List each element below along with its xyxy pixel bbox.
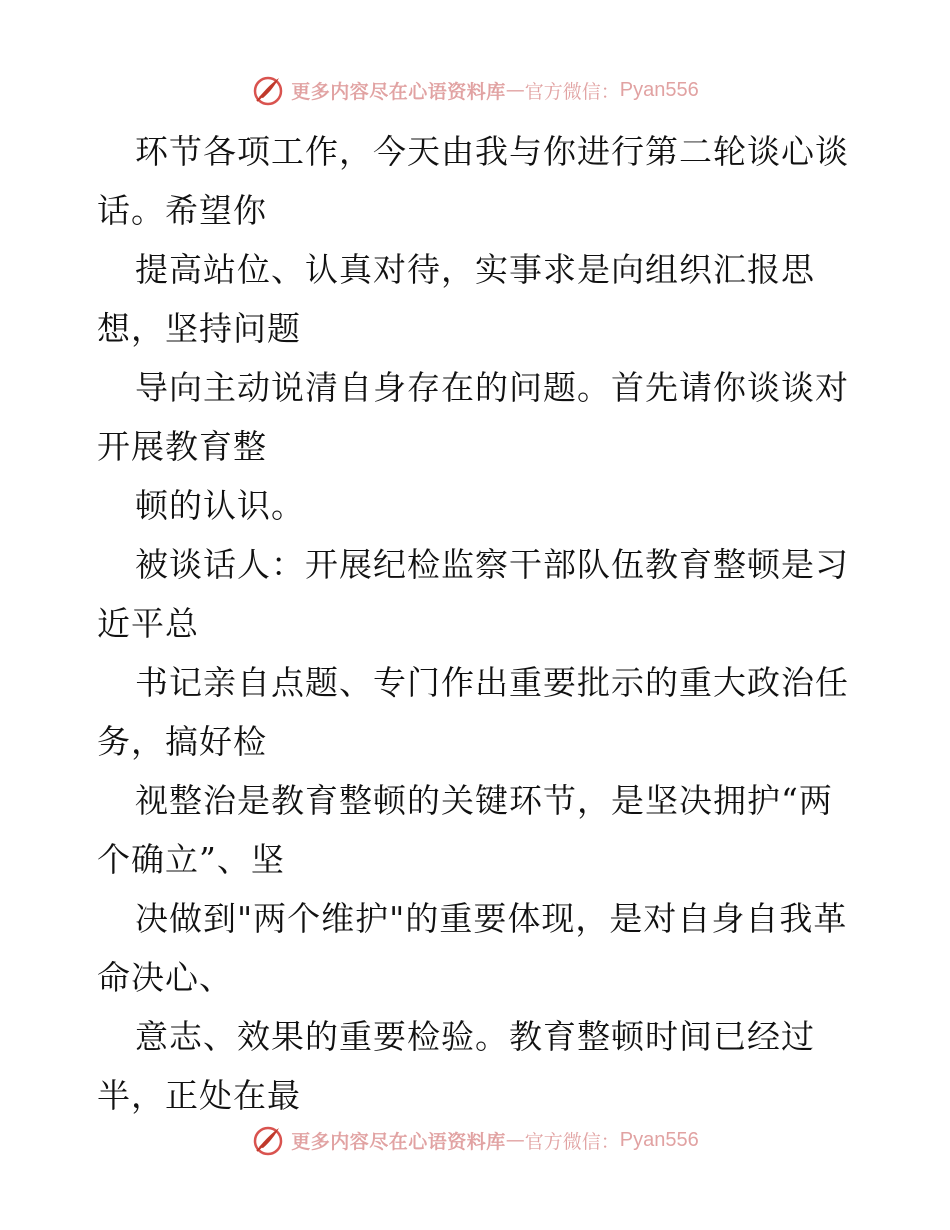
document-body — [97, 122, 857, 1125]
text-line: 决做到"两个维护"的重要体现，是对自身自我革 — [135, 899, 848, 938]
text-line: 书记亲自点题、专门作出重要批示的重大政治任 — [135, 663, 849, 702]
text-line: 务，搞好检 — [97, 722, 267, 761]
text-line: 意志、效果的重要检验。教育整顿时间已经过 — [135, 1017, 815, 1056]
text-line: 个确立”、坚 — [97, 840, 285, 879]
banner-main-text: 更多内容尽在心语资料库 — [291, 80, 506, 103]
text-line: 近平总 — [97, 604, 199, 643]
text-line: 话。希望你 — [97, 191, 267, 230]
text-line: 导向主动说清自身存在的问题。首先请你谈谈对 — [135, 368, 849, 407]
header-banner — [0, 70, 950, 110]
banner-separator: — — [505, 1129, 525, 1151]
banner-wechat-id: Pyan556 — [619, 78, 699, 101]
banner-separator: — — [505, 79, 525, 101]
text-line: 被谈话人：开展纪检监察干部队伍教育整顿是习 — [135, 545, 849, 584]
text-line: 命决心、 — [97, 958, 233, 997]
text-line: 顿的认识。 — [135, 486, 305, 525]
banner-wechat-label: 官方微信： — [524, 1130, 620, 1153]
text-line: 视整治是教育整顿的关键环节，是坚决拥护“两 — [135, 781, 833, 820]
banner-wechat-id: Pyan556 — [619, 1128, 699, 1151]
footer-banner — [0, 1120, 950, 1160]
text-line: 半，正处在最 — [97, 1076, 301, 1115]
banner-main-text: 更多内容尽在心语资料库 — [291, 1130, 506, 1153]
text-line: 开展教育整 — [97, 427, 267, 466]
text-line: 环节各项工作，今天由我与你进行第二轮谈心谈 — [135, 132, 849, 171]
text-line: 提高站位、认真对待，实事求是向组织汇报思 — [135, 250, 815, 289]
banner-wechat-label: 官方微信： — [524, 80, 620, 103]
quill-pen-logo-icon — [251, 73, 285, 107]
quill-pen-logo-icon — [251, 1123, 285, 1157]
text-line: 想，坚持问题 — [97, 309, 301, 348]
